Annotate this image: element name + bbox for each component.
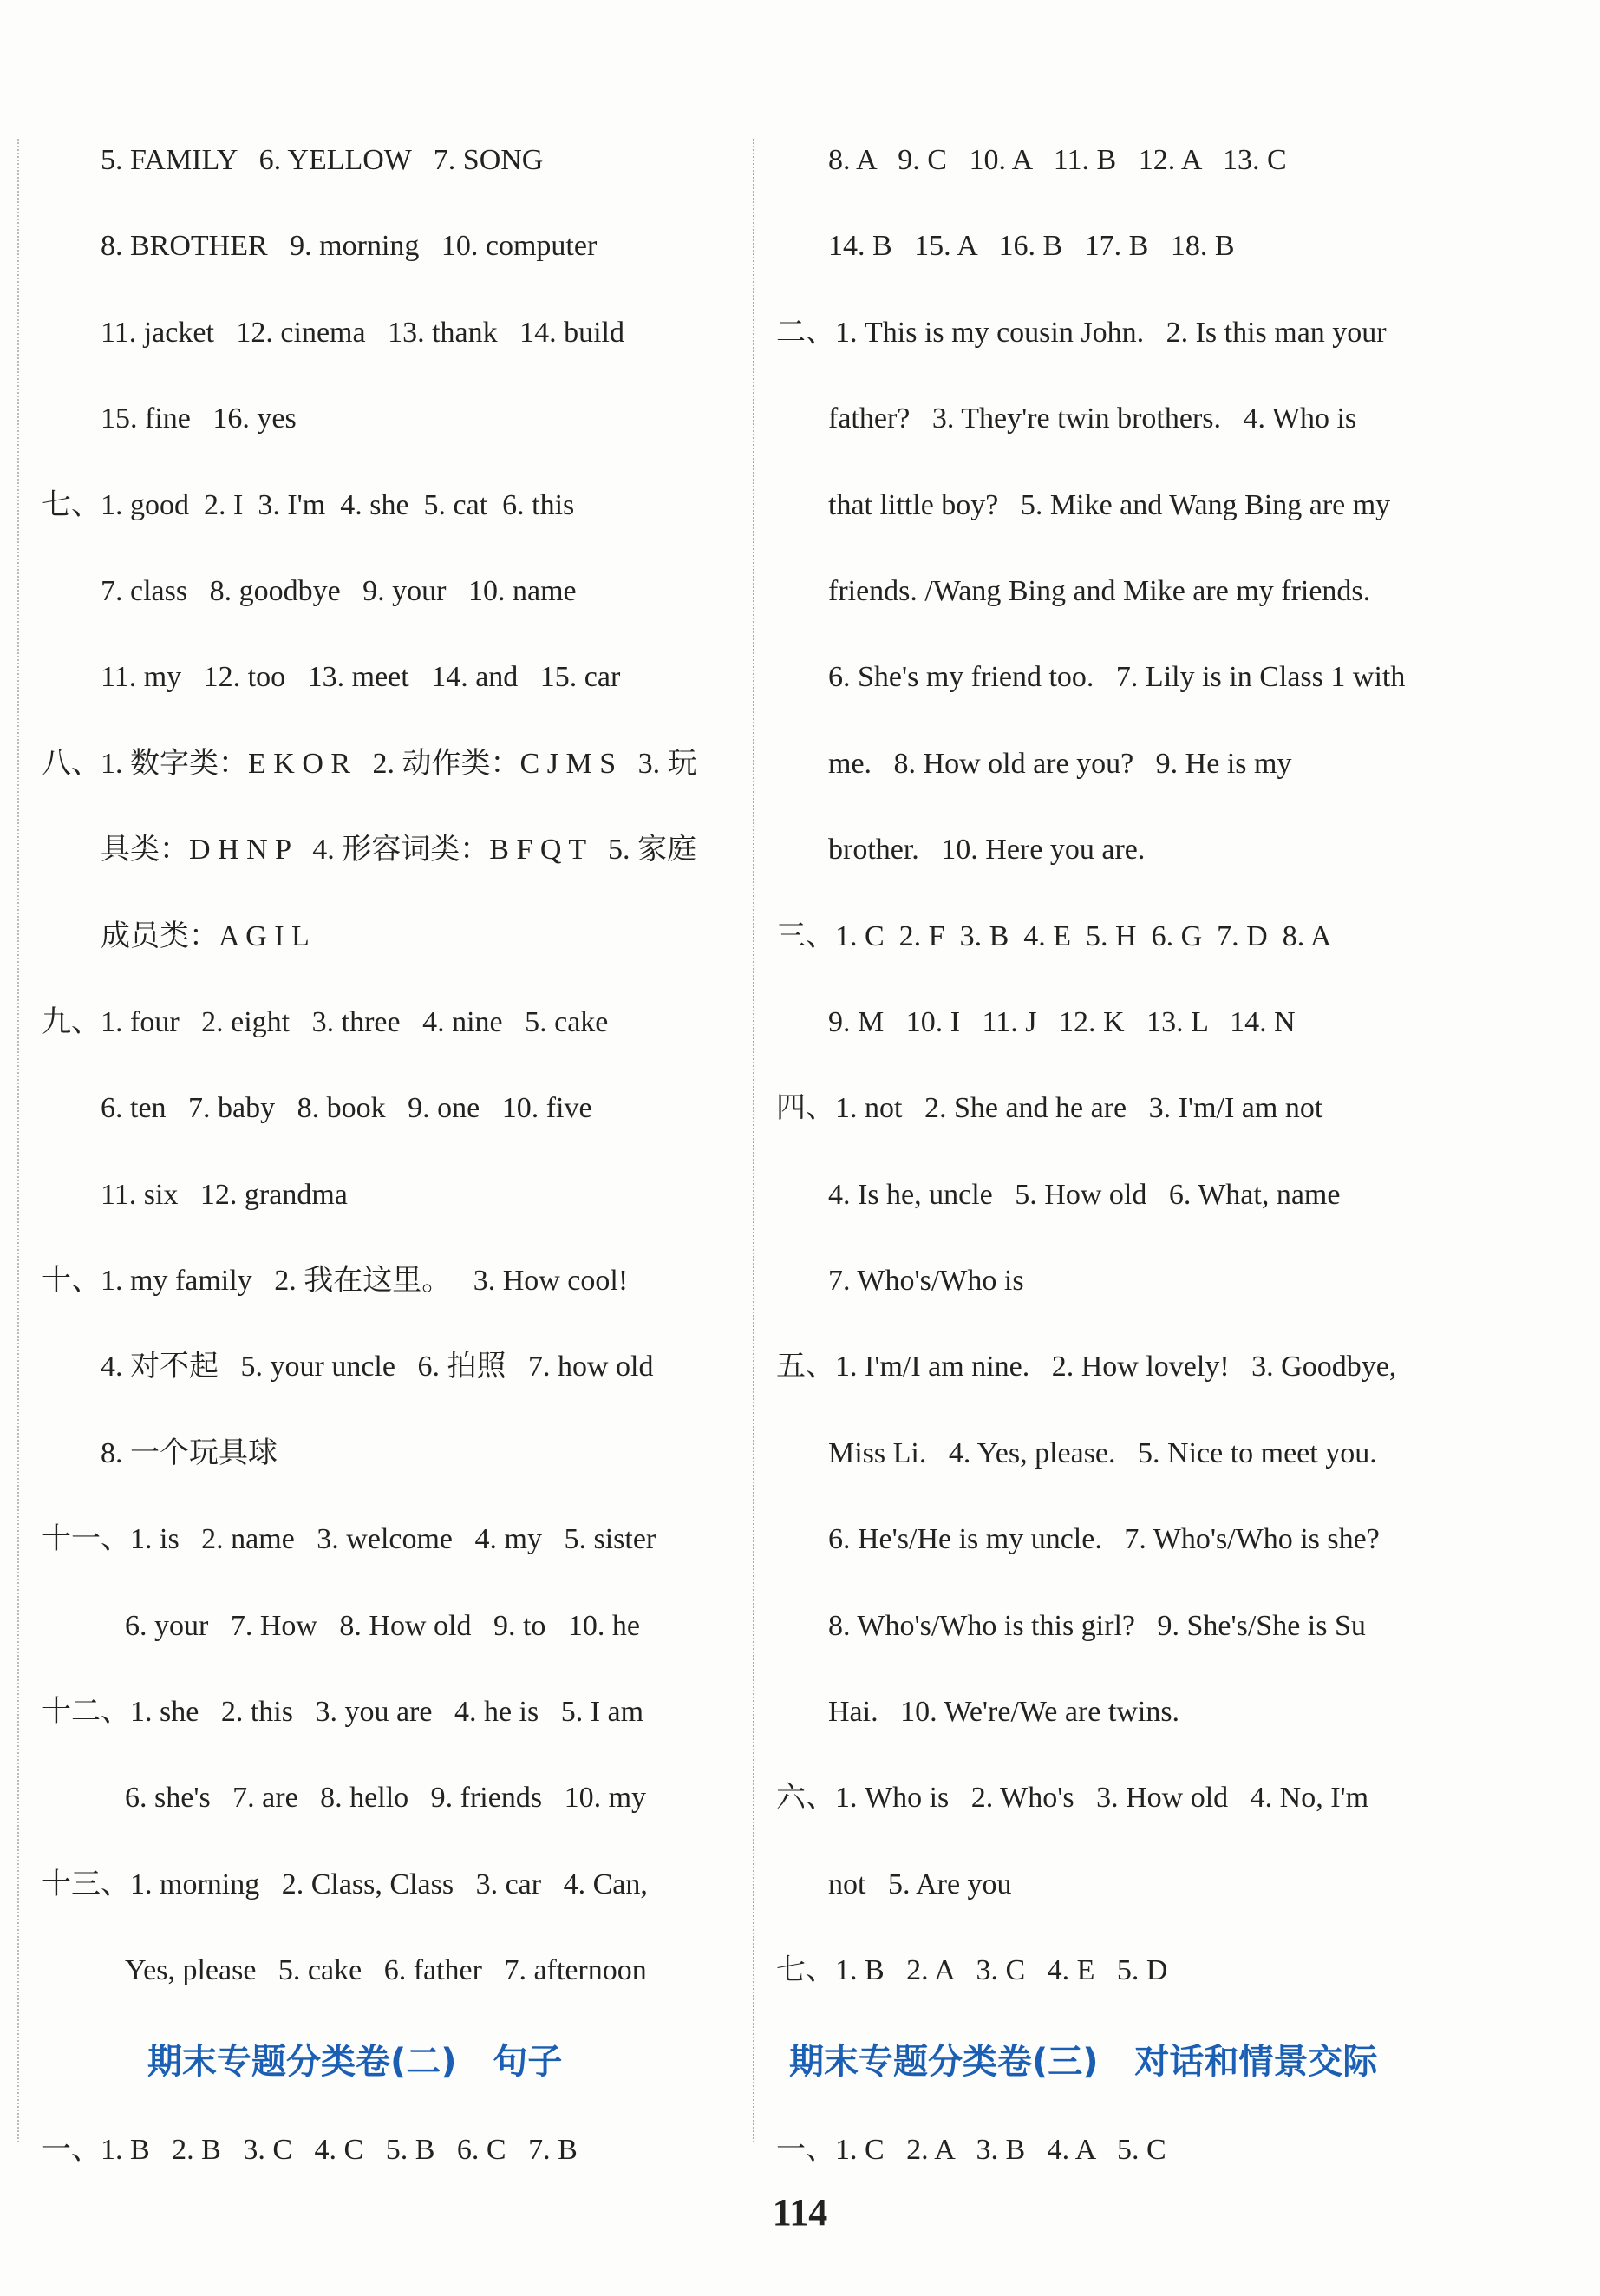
answer-text: 4. Is he, uncle 5. How old 6. What, name (828, 1178, 1341, 1211)
answer-line (42, 303, 735, 389)
answer-text: 11. my 12. too 13. meet 14. and 15. car (101, 661, 621, 694)
answer-line (42, 475, 735, 561)
answer-line (42, 1940, 735, 2026)
answer-line (776, 389, 1487, 474)
answer-text: 十二、1. she 2. this 3. you are 4. he is 5. I am (42, 1696, 644, 1729)
answer-text: 8. 一个玩具球 (101, 1436, 278, 1469)
answer-text: 四、1. not 2. She and he are 3. I'm/I am not (776, 1092, 1323, 1125)
section-heading-text: 期末专题分类卷(三) 对话和情景交际 (789, 2041, 1378, 2082)
answer-line (776, 906, 1487, 992)
answer-line (776, 1251, 1487, 1337)
answer-line (776, 1682, 1487, 1768)
answer-text: 七、1. good 2. I 3. I'm 4. she 5. cat 6. this (42, 488, 575, 521)
right-column (776, 130, 1487, 2206)
answer-text: 8. BROTHER 9. morning 10. computer (101, 230, 598, 263)
answer-line (42, 1251, 735, 1337)
answer-line (42, 389, 735, 474)
answer-line (42, 216, 735, 302)
answer-line (42, 1337, 735, 1423)
answer-text: me. 8. How old are you? 9. He is my (828, 747, 1292, 780)
answer-line (42, 130, 735, 216)
answer-text: not 5. Are you (828, 1868, 1012, 1900)
section-heading (42, 2027, 735, 2120)
answer-text: 二、1. This is my cousin John. 2. Is this man your (776, 316, 1387, 349)
answer-line (776, 647, 1487, 733)
answer-text: that little boy? 5. Mike and Wang Bing are my (828, 488, 1391, 521)
answer-text: 6. She's my friend too. 7. Lily is in Class 1 with (828, 661, 1406, 694)
answer-line (42, 1423, 735, 1509)
answer-text: Hai. 10. We're/We are twins. (828, 1696, 1180, 1729)
column-divider (753, 139, 754, 2142)
left-column (42, 130, 735, 2206)
answer-line (776, 1337, 1487, 1423)
answer-line (42, 1509, 735, 1595)
answer-line (776, 475, 1487, 561)
answer-text: 八、1. 数字类：E K O R 2. 动作类：C J M S 3. 玩 (42, 747, 697, 780)
answer-text: 具类：D H N P 4. 形容词类：B F Q T 5. 家庭 (101, 834, 696, 867)
answer-line (776, 216, 1487, 302)
answer-text: 11. six 12. grandma (101, 1178, 348, 1211)
answer-text: 十、1. my family 2. 我在这里。 3. How cool! (42, 1265, 629, 1298)
answer-text: Yes, please 5. cake 6. father 7. afternoon (125, 1954, 647, 1987)
answer-text: 十一、1. is 2. name 3. welcome 4. my 5. sister (42, 1523, 656, 1556)
answer-line (776, 130, 1487, 216)
answer-text: 6. she's 7. are 8. hello 9. friends 10. my (125, 1782, 647, 1815)
answer-text: friends. /Wang Bing and Mike are my friends. (828, 574, 1371, 607)
answer-text: 15. fine 16. yes (101, 402, 297, 435)
answer-text: 14. B 15. A 16. B 17. B 18. B (828, 230, 1235, 263)
section-heading-text: 期末专题分类卷(二) 句子 (147, 2041, 563, 2082)
answer-line (42, 1682, 735, 1768)
answer-text: 三、1. C 2. F 3. B 4. E 5. H 6. G 7. D 8. A (776, 919, 1332, 952)
answer-line (42, 992, 735, 1078)
answer-text: 十三、1. morning 2. Class, Class 3. car 4. Can, (42, 1868, 648, 1900)
answer-line (42, 906, 735, 992)
answer-line (776, 1768, 1487, 1854)
answer-line (776, 1940, 1487, 2026)
answer-text: father? 3. They're twin brothers. 4. Who is (828, 402, 1357, 435)
answer-text: 7. Who's/Who is (828, 1265, 1024, 1298)
answer-text: 7. class 8. goodbye 9. your 10. name (101, 574, 577, 607)
answer-line (776, 1854, 1487, 1940)
answer-line (42, 1596, 735, 1682)
answer-text: 9. M 10. I 11. J 12. K 13. L 14. N (828, 1005, 1296, 1038)
answer-line (42, 561, 735, 647)
answer-line (776, 303, 1487, 389)
answer-text: 6. He's/He is my uncle. 7. Who's/Who is she? (828, 1523, 1380, 1556)
answer-text: 6. your 7. How 8. How old 9. to 10. he (125, 1609, 641, 1642)
answer-text: Miss Li. 4. Yes, please. 5. Nice to meet you. (828, 1436, 1377, 1469)
answer-line (42, 1854, 735, 1940)
answer-line (42, 1078, 735, 1164)
answer-line (776, 1596, 1487, 1682)
answer-line (776, 820, 1487, 906)
section-heading (776, 2027, 1487, 2120)
answer-line (776, 561, 1487, 647)
page-number: 114 (772, 2191, 828, 2234)
answer-text: 6. ten 7. baby 8. book 9. one 10. five (101, 1092, 592, 1125)
answer-text: 成员类：A G I L (101, 919, 310, 952)
answer-text: 一、1. B 2. B 3. C 4. C 5. B 6. C 7. B (42, 2133, 578, 2166)
answer-text: 8. A 9. C 10. A 11. B 12. A 13. C (828, 144, 1287, 176)
answer-text: 8. Who's/Who is this girl? 9. She's/She is Su (828, 1609, 1366, 1642)
left-margin-rule (17, 139, 19, 2142)
answer-text: 4. 对不起 5. your uncle 6. 拍照 7. how old (101, 1351, 654, 1383)
answer-line (776, 1078, 1487, 1164)
answer-line (42, 647, 735, 733)
answer-line (42, 734, 735, 820)
answer-line (776, 1509, 1487, 1595)
answer-text: 六、1. Who is 2. Who's 3. How old 4. No, I'm (776, 1782, 1369, 1815)
answer-text: brother. 10. Here you are. (828, 834, 1146, 867)
answer-line (776, 1423, 1487, 1509)
answer-text: 5. FAMILY 6. YELLOW 7. SONG (101, 144, 544, 176)
answer-line (776, 734, 1487, 820)
answer-line (42, 1768, 735, 1854)
answer-text: 五、1. I'm/I am nine. 2. How lovely! 3. Goodbye, (776, 1351, 1397, 1383)
answer-text: 七、1. B 2. A 3. C 4. E 5. D (776, 1954, 1168, 1987)
answer-line (42, 820, 735, 906)
answer-line (776, 1165, 1487, 1251)
answer-text: 一、1. C 2. A 3. B 4. A 5. C (776, 2133, 1166, 2166)
answer-text: 11. jacket 12. cinema 13. thank 14. build (101, 316, 624, 349)
answer-text: 九、1. four 2. eight 3. three 4. nine 5. cake (42, 1005, 609, 1038)
answer-line (42, 1165, 735, 1251)
answer-line (776, 992, 1487, 1078)
